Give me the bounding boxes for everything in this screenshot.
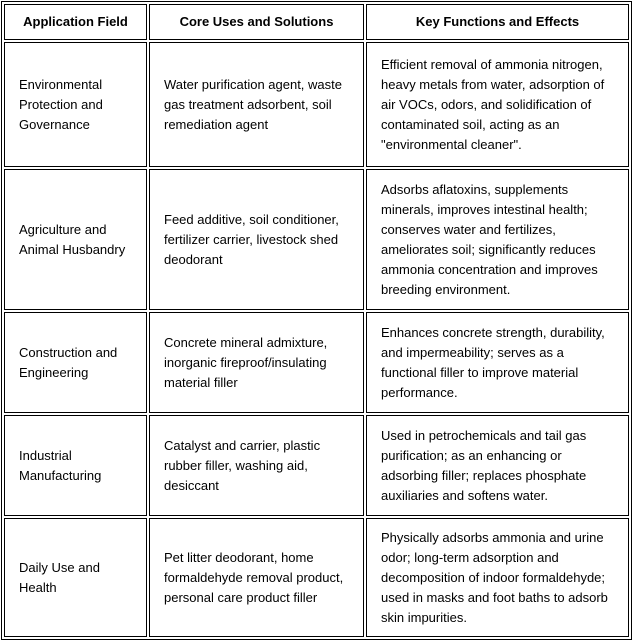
application-table xyxy=(1,1,632,640)
core-uses-cell: Catalyst and carrier, plastic rubber filler, washing aid, desiccant xyxy=(149,415,364,516)
table-row xyxy=(4,42,629,167)
header-key-functions: Key Functions and Effects xyxy=(366,4,629,40)
header-core-uses: Core Uses and Solutions xyxy=(149,4,364,40)
application-field-cell: Environmental Protection and Governance xyxy=(4,42,147,167)
key-functions-cell: Efficient removal of ammonia nitrogen, heavy metals from water, adsorption of air VOCs, odors, and solidification of contaminated soil, acting as an "environmental cleaner". xyxy=(366,42,629,167)
application-field-cell: Construction and Engineering xyxy=(4,312,147,413)
table-row xyxy=(4,169,629,310)
application-field-cell: Daily Use and Health xyxy=(4,518,147,637)
core-uses-cell: Concrete mineral admixture, inorganic fireproof/insulating material filler xyxy=(149,312,364,413)
application-field-cell: Agriculture and Animal Husbandry xyxy=(4,169,147,310)
key-functions-cell: Enhances concrete strength, durability, and impermeability; serves as a functional filler to improve material performance. xyxy=(366,312,629,413)
table-row xyxy=(4,518,629,637)
core-uses-cell: Feed additive, soil conditioner, fertilizer carrier, livestock shed deodorant xyxy=(149,169,364,310)
table-row xyxy=(4,415,629,516)
core-uses-cell: Water purification agent, waste gas treatment adsorbent, soil remediation agent xyxy=(149,42,364,167)
header-application-field: Application Field xyxy=(4,4,147,40)
key-functions-cell: Adsorbs aflatoxins, supplements minerals, improves intestinal health; conserves water and fertilizes, ameliorates soil; significantly reduces ammonia concentration and improves breeding environment. xyxy=(366,169,629,310)
key-functions-cell: Used in petrochemicals and tail gas purification; as an enhancing or adsorbing filler; replaces phosphate auxiliaries and softens water. xyxy=(366,415,629,516)
table-row xyxy=(4,312,629,413)
key-functions-cell: Physically adsorbs ammonia and urine odor; long-term adsorption and decomposition of indoor formaldehyde; used in masks and foot baths to adsorb skin impurities. xyxy=(366,518,629,637)
header-row xyxy=(4,4,629,40)
application-field-cell: Industrial Manufacturing xyxy=(4,415,147,516)
core-uses-cell: Pet litter deodorant, home formaldehyde removal product, personal care product filler xyxy=(149,518,364,637)
